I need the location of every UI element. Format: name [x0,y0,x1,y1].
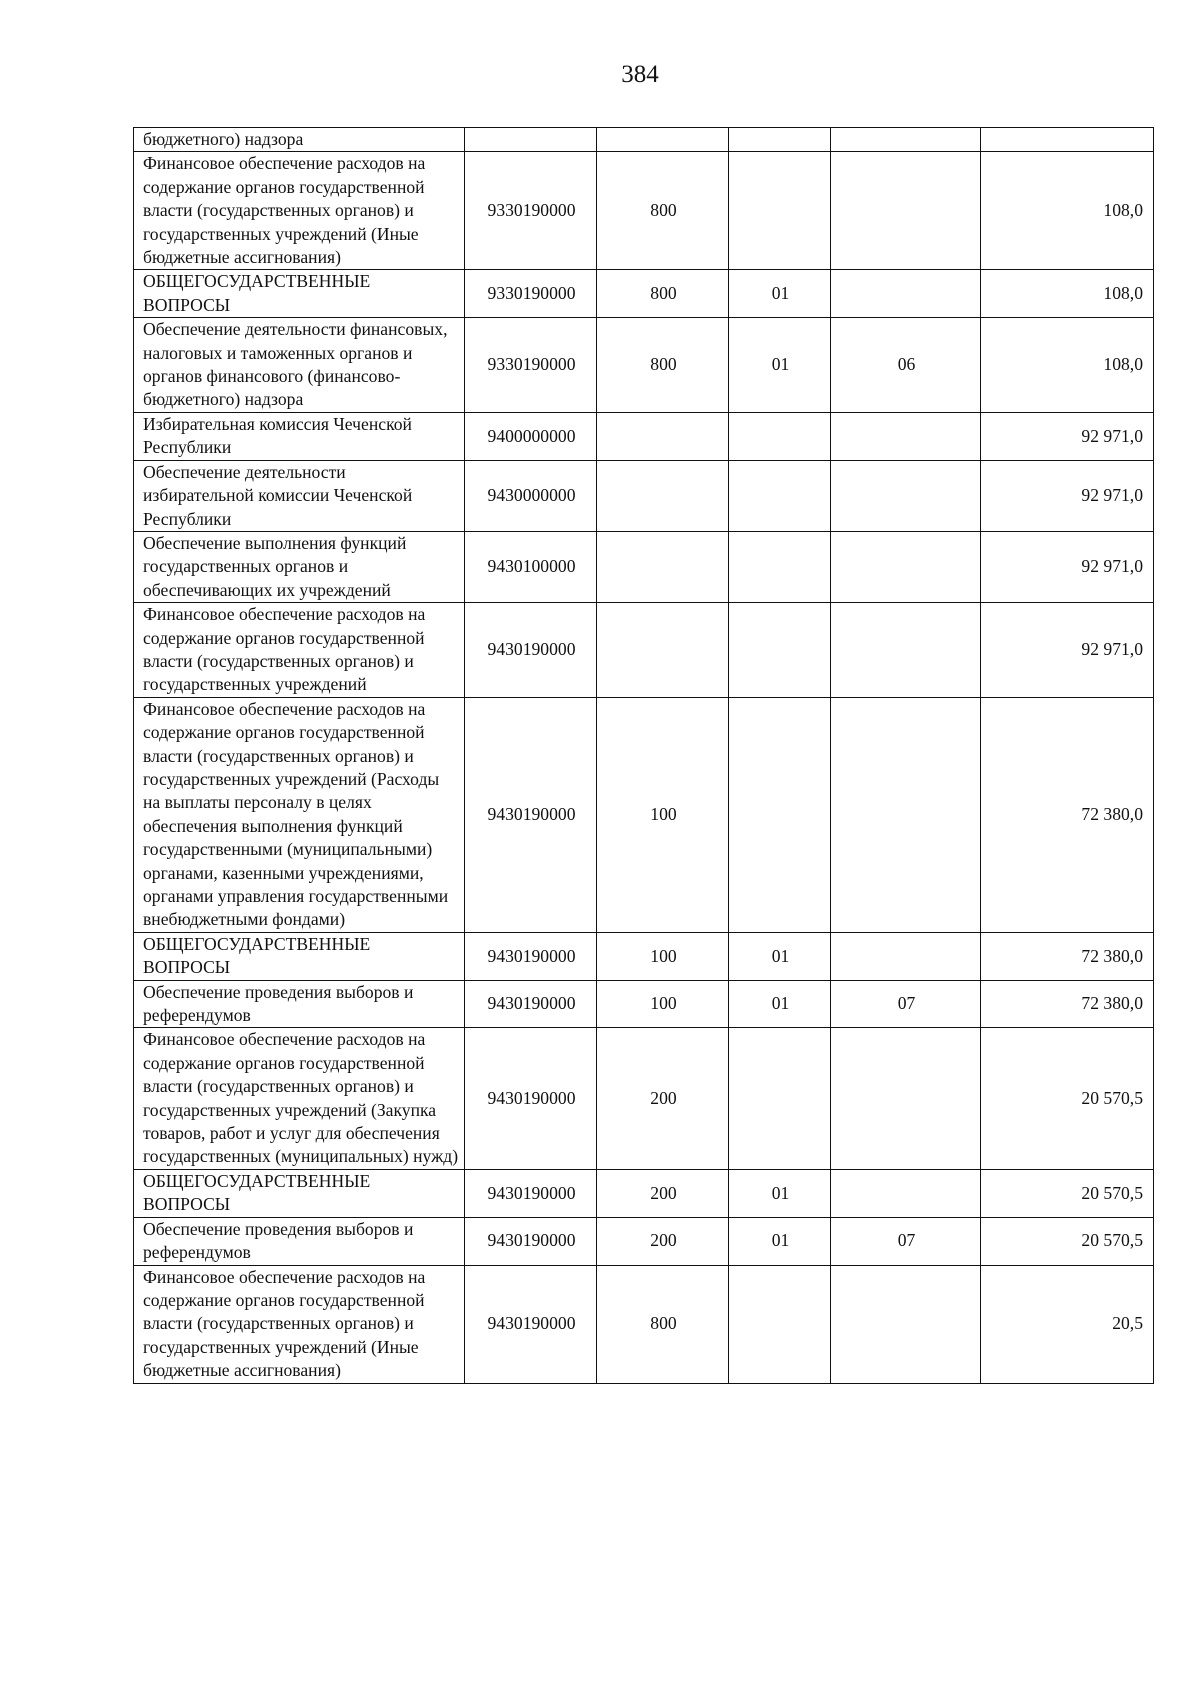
row-name: Финансовое обеспечение расходов на содержание органов государственной власти (государственных органов) и государственных учреждений [134,603,465,698]
amount: 72 380,0 [981,697,1154,932]
table-row [134,932,1154,980]
row-name: Финансовое обеспечение расходов на содержание органов государственной власти (государственных органов) и государственных учреждений (Закупка товаров, работ и услуг для обеспечения государственных (муниципальных) нужд) [134,1028,465,1169]
section-code: 01 [729,932,831,980]
expense-type: 100 [597,932,729,980]
subsection-code [831,1265,981,1383]
subsection-code: 06 [831,318,981,413]
table-row [134,980,1154,1028]
target-code: 9430190000 [465,1265,597,1383]
amount: 108,0 [981,318,1154,413]
subsection-code: 07 [831,980,981,1028]
section-code [729,603,831,698]
subsection-code: 07 [831,1217,981,1265]
section-code [729,1265,831,1383]
amount [981,128,1154,152]
expense-type [597,531,729,602]
amount: 92 971,0 [981,412,1154,460]
target-code: 9330190000 [465,152,597,270]
row-name: Финансовое обеспечение расходов на содержание органов государственной власти (государственных органов) и государственных учреждений (Иные бюджетные ассигнования) [134,1265,465,1383]
subsection-code [831,1028,981,1169]
target-code: 9430190000 [465,932,597,980]
amount: 20 570,5 [981,1028,1154,1169]
row-name: Обеспечение деятельности финансовых, налоговых и таможенных органов и органов финансового (финансово-бюджетного) надзора [134,318,465,413]
target-code: 9430190000 [465,1028,597,1169]
expense-type: 800 [597,1265,729,1383]
amount: 108,0 [981,270,1154,318]
subsection-code [831,1169,981,1217]
target-code: 9430190000 [465,1217,597,1265]
expense-type: 200 [597,1217,729,1265]
table-row [134,531,1154,602]
section-code: 01 [729,270,831,318]
subsection-code [831,460,981,531]
target-code: 9330190000 [465,270,597,318]
budget-table [133,127,1154,1384]
expense-type: 800 [597,270,729,318]
target-code: 9330190000 [465,318,597,413]
subsection-code [831,603,981,698]
section-code [729,531,831,602]
table-row [134,412,1154,460]
row-name: Обеспечение деятельности избирательной комиссии Чеченской Республики [134,460,465,531]
target-code: 9430190000 [465,603,597,698]
table-row [134,1028,1154,1169]
table-row [134,318,1154,413]
expense-type: 100 [597,980,729,1028]
row-name: Обеспечение проведения выборов и референдумов [134,980,465,1028]
table-row [134,460,1154,531]
table-row [134,1169,1154,1217]
section-code [729,1028,831,1169]
amount: 72 380,0 [981,932,1154,980]
row-name: ОБЩЕГОСУДАРСТВЕННЫЕ ВОПРОСЫ [134,270,465,318]
subsection-code [831,128,981,152]
section-code: 01 [729,1217,831,1265]
section-code [729,460,831,531]
row-name: ОБЩЕГОСУДАРСТВЕННЫЕ ВОПРОСЫ [134,1169,465,1217]
expense-type [597,603,729,698]
amount: 72 380,0 [981,980,1154,1028]
amount: 92 971,0 [981,531,1154,602]
expense-type: 800 [597,318,729,413]
row-name: бюджетного) надзора [134,128,465,152]
row-name: Избирательная комиссия Чеченской Республики [134,412,465,460]
table-row [134,1217,1154,1265]
row-name: ОБЩЕГОСУДАРСТВЕННЫЕ ВОПРОСЫ [134,932,465,980]
page-number: 384 [621,61,659,88]
subsection-code [831,270,981,318]
subsection-code [831,412,981,460]
table-row [134,697,1154,932]
amount: 108,0 [981,152,1154,270]
table-row [134,128,1154,152]
row-name: Финансовое обеспечение расходов на содержание органов государственной власти (государственных органов) и государственных учреждений (Иные бюджетные ассигнования) [134,152,465,270]
target-code: 9430190000 [465,697,597,932]
expense-type [597,128,729,152]
section-code [729,412,831,460]
table-row [134,1265,1154,1383]
subsection-code [831,531,981,602]
subsection-code [831,932,981,980]
expense-type [597,412,729,460]
row-name: Финансовое обеспечение расходов на содержание органов государственной власти (государственных органов) и государственных учреждений (Расходы на выплаты персоналу в целях обеспечения выполнения функций государственными (муниципальными) органами, казенными учреждениями, органами управления государственными внебюджетными фондами) [134,697,465,932]
table-row [134,152,1154,270]
expense-type: 200 [597,1169,729,1217]
section-code [729,152,831,270]
section-code [729,128,831,152]
target-code [465,128,597,152]
table-row [134,603,1154,698]
subsection-code [831,152,981,270]
target-code: 9430190000 [465,1169,597,1217]
subsection-code [831,697,981,932]
expense-type [597,460,729,531]
amount: 20 570,5 [981,1169,1154,1217]
row-name: Обеспечение выполнения функций государственных органов и обеспечивающих их учреждений [134,531,465,602]
expense-type: 200 [597,1028,729,1169]
target-code: 9400000000 [465,412,597,460]
amount: 20,5 [981,1265,1154,1383]
amount: 92 971,0 [981,603,1154,698]
amount: 20 570,5 [981,1217,1154,1265]
section-code: 01 [729,318,831,413]
amount: 92 971,0 [981,460,1154,531]
section-code: 01 [729,980,831,1028]
target-code: 9430100000 [465,531,597,602]
section-code [729,697,831,932]
section-code: 01 [729,1169,831,1217]
table-row [134,270,1154,318]
expense-type: 100 [597,697,729,932]
target-code: 9430190000 [465,980,597,1028]
expense-type: 800 [597,152,729,270]
target-code: 9430000000 [465,460,597,531]
row-name: Обеспечение проведения выборов и референдумов [134,1217,465,1265]
